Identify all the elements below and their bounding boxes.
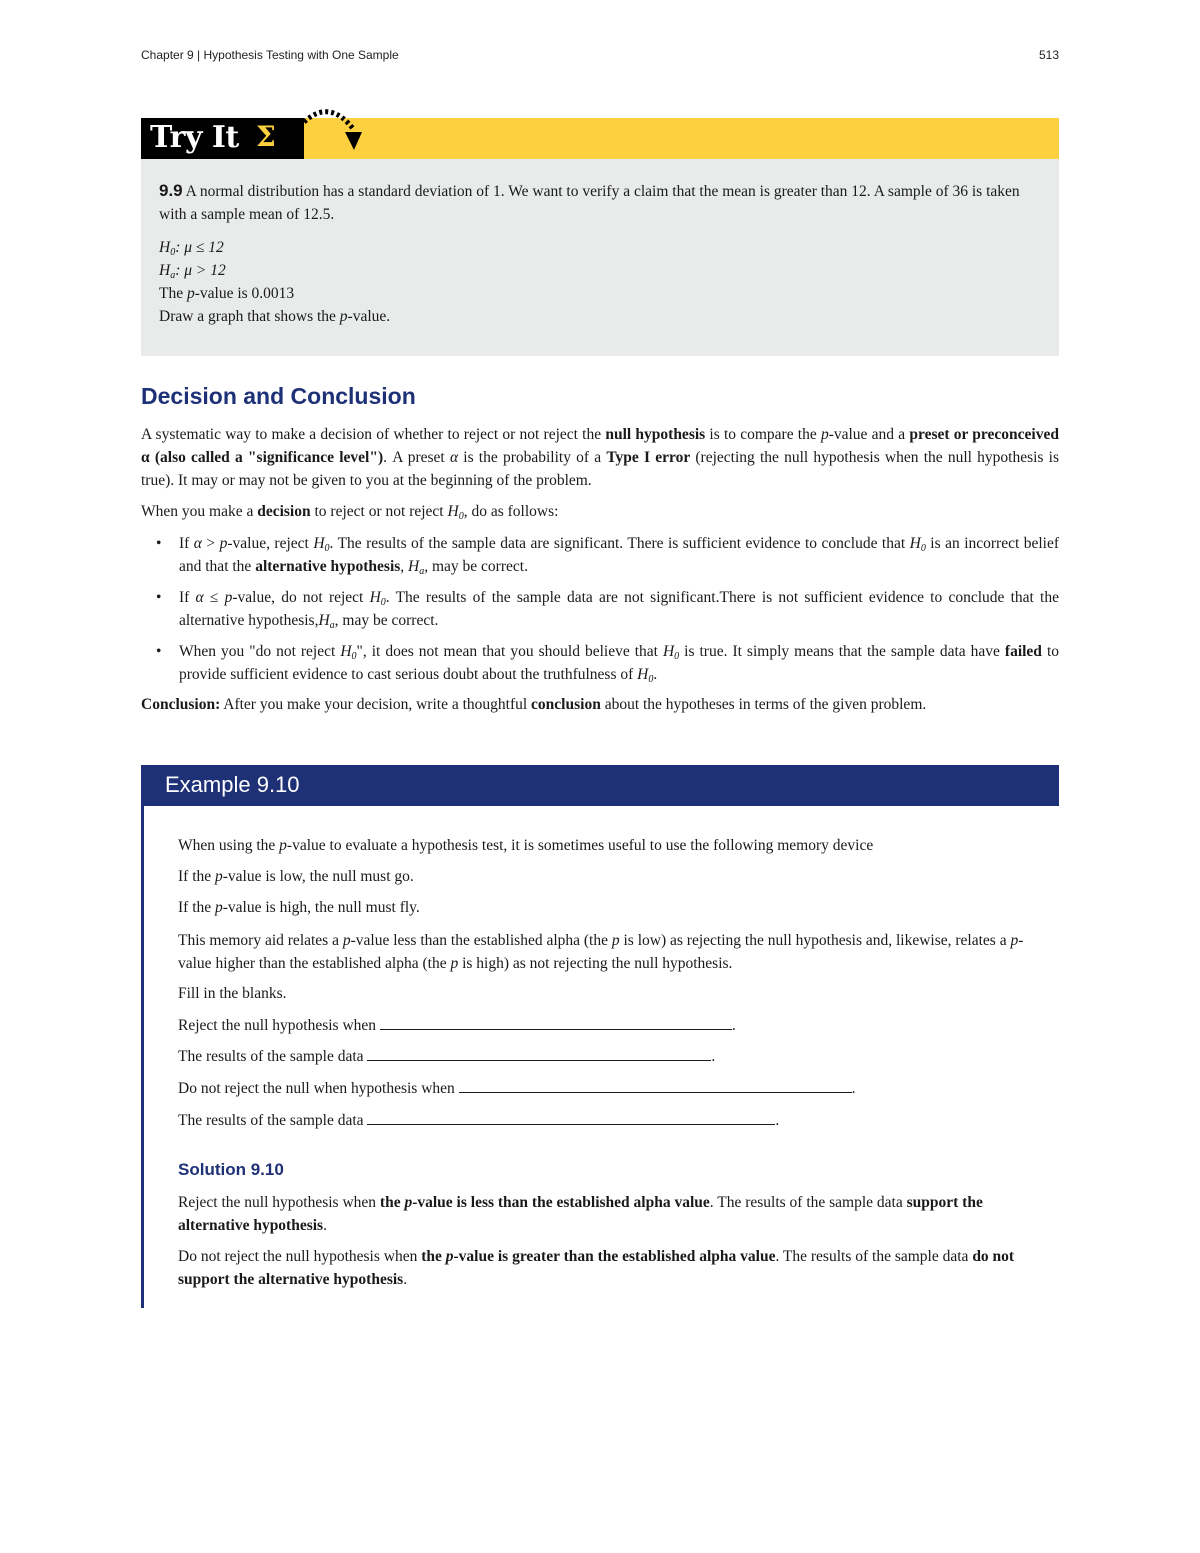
page-number: 513	[1038, 48, 1059, 62]
solution-heading: Solution 9.10	[178, 1160, 284, 1179]
running-header	[141, 48, 1059, 66]
fill-blank-line: The results of the sample data .	[178, 1048, 716, 1065]
null-hypothesis: $H_0$: μ ≤ 12	[159, 239, 224, 258]
fill-blank-line: Reject the null hypothesis when .	[178, 1017, 736, 1034]
example-line: Fill in the blanks.	[178, 985, 287, 1002]
example-line: If the p-value is high, the null must fly.	[178, 899, 420, 916]
conclusion-paragraph: Conclusion: After you make your decision, write a thoughtful conclusion about the hypotheses in terms of the given problem.	[141, 696, 927, 713]
example-paragraph: This memory aid relates a p-value less than the established alpha (the p is low) as rejecting the null hypothesis and, likewise, relates a p-value higher than the established alpha (the p is high) as not rejecting the null hypothesis.	[178, 932, 1024, 972]
answer-blank[interactable]	[459, 1078, 852, 1093]
try-it-label	[141, 118, 304, 159]
decision-rules-list	[141, 532, 1059, 694]
example-header	[141, 765, 1059, 806]
solution-paragraph: Do not reject the null hypothesis when the p-value is greater than the established alpha value. The results of the sample data do not support the alternative hypothesis.	[178, 1248, 1015, 1288]
example-line: If the p-value is low, the null must go.	[178, 868, 414, 885]
answer-blank[interactable]	[367, 1110, 775, 1125]
try-it-text: Try It	[150, 120, 239, 155]
chapter-title: Chapter 9 | Hypothesis Testing with One Sample	[141, 48, 399, 62]
sigma-icon: Σ	[256, 120, 276, 153]
try-it-box	[141, 159, 1059, 356]
answer-blank[interactable]	[367, 1046, 711, 1061]
list-item: • If α > p-value, reject $H_0$. The results of the sample data are significant. There is sufficient evidence to conclude that $H_0$ is an incorrect belief and that the alternative hypothesis, $H_a$, may be correct.	[156, 535, 1060, 577]
curved-arrow-icon	[296, 104, 370, 156]
example-title: Example 9.10	[165, 772, 300, 797]
problem-number: 9.9	[159, 181, 183, 200]
decision-paragraph: When you make a decision to reject or not reject $H_0$, do as follows:	[141, 503, 559, 522]
example-side-rule	[141, 806, 144, 1308]
intro-paragraph: A systematic way to make a decision of whether to reject or not reject the null hypothesis is to compare the p-value and a preset or preconceived α (also called a "significance level"). A preset α is the probability of a Type I error (rejecting the null hypothesis when the null hypothesis is true). It may or may not be given to you at the beginning of the problem.	[141, 426, 1059, 489]
list-item: • When you "do not reject $H_0$", it does not mean that you should believe that $H_0$ is true. It simply means that the sample data have failed to provide sufficient evidence to cast serious doubt about the truthfulness of $H_0$.	[156, 643, 1059, 685]
fill-blank-line: Do not reject the null when hypothesis when .	[178, 1080, 856, 1097]
try-it-problem: 9.9 A normal distribution has a standard deviation of 1. We want to verify a claim that the mean is greater than 12. A sample of 36 is taken with a sample mean of 12.5.	[159, 181, 1020, 223]
example-line: When using the p-value to evaluate a hypothesis test, it is sometimes useful to use the following memory device	[178, 837, 874, 854]
solution-paragraph: Reject the null hypothesis when the p-value is less than the established alpha value. The results of the sample data support the alternative hypothesis.	[178, 1194, 983, 1234]
answer-blank[interactable]	[380, 1015, 732, 1030]
fill-blank-line: The results of the sample data .	[178, 1112, 780, 1129]
section-heading: Decision and Conclusion	[141, 383, 416, 409]
list-item: • If α ≤ p-value, do not reject $H_0$. The results of the sample data are not significant.There is not sufficient evidence to conclude that the alternative $hypothesis,H_a$, may be correct.	[156, 589, 1059, 631]
draw-instruction: Draw a graph that shows the p-value.	[159, 308, 391, 325]
alternative-hypothesis: $H_a$: μ > 12	[159, 262, 226, 281]
p-value-line: The p-value is 0.0013	[159, 285, 295, 302]
